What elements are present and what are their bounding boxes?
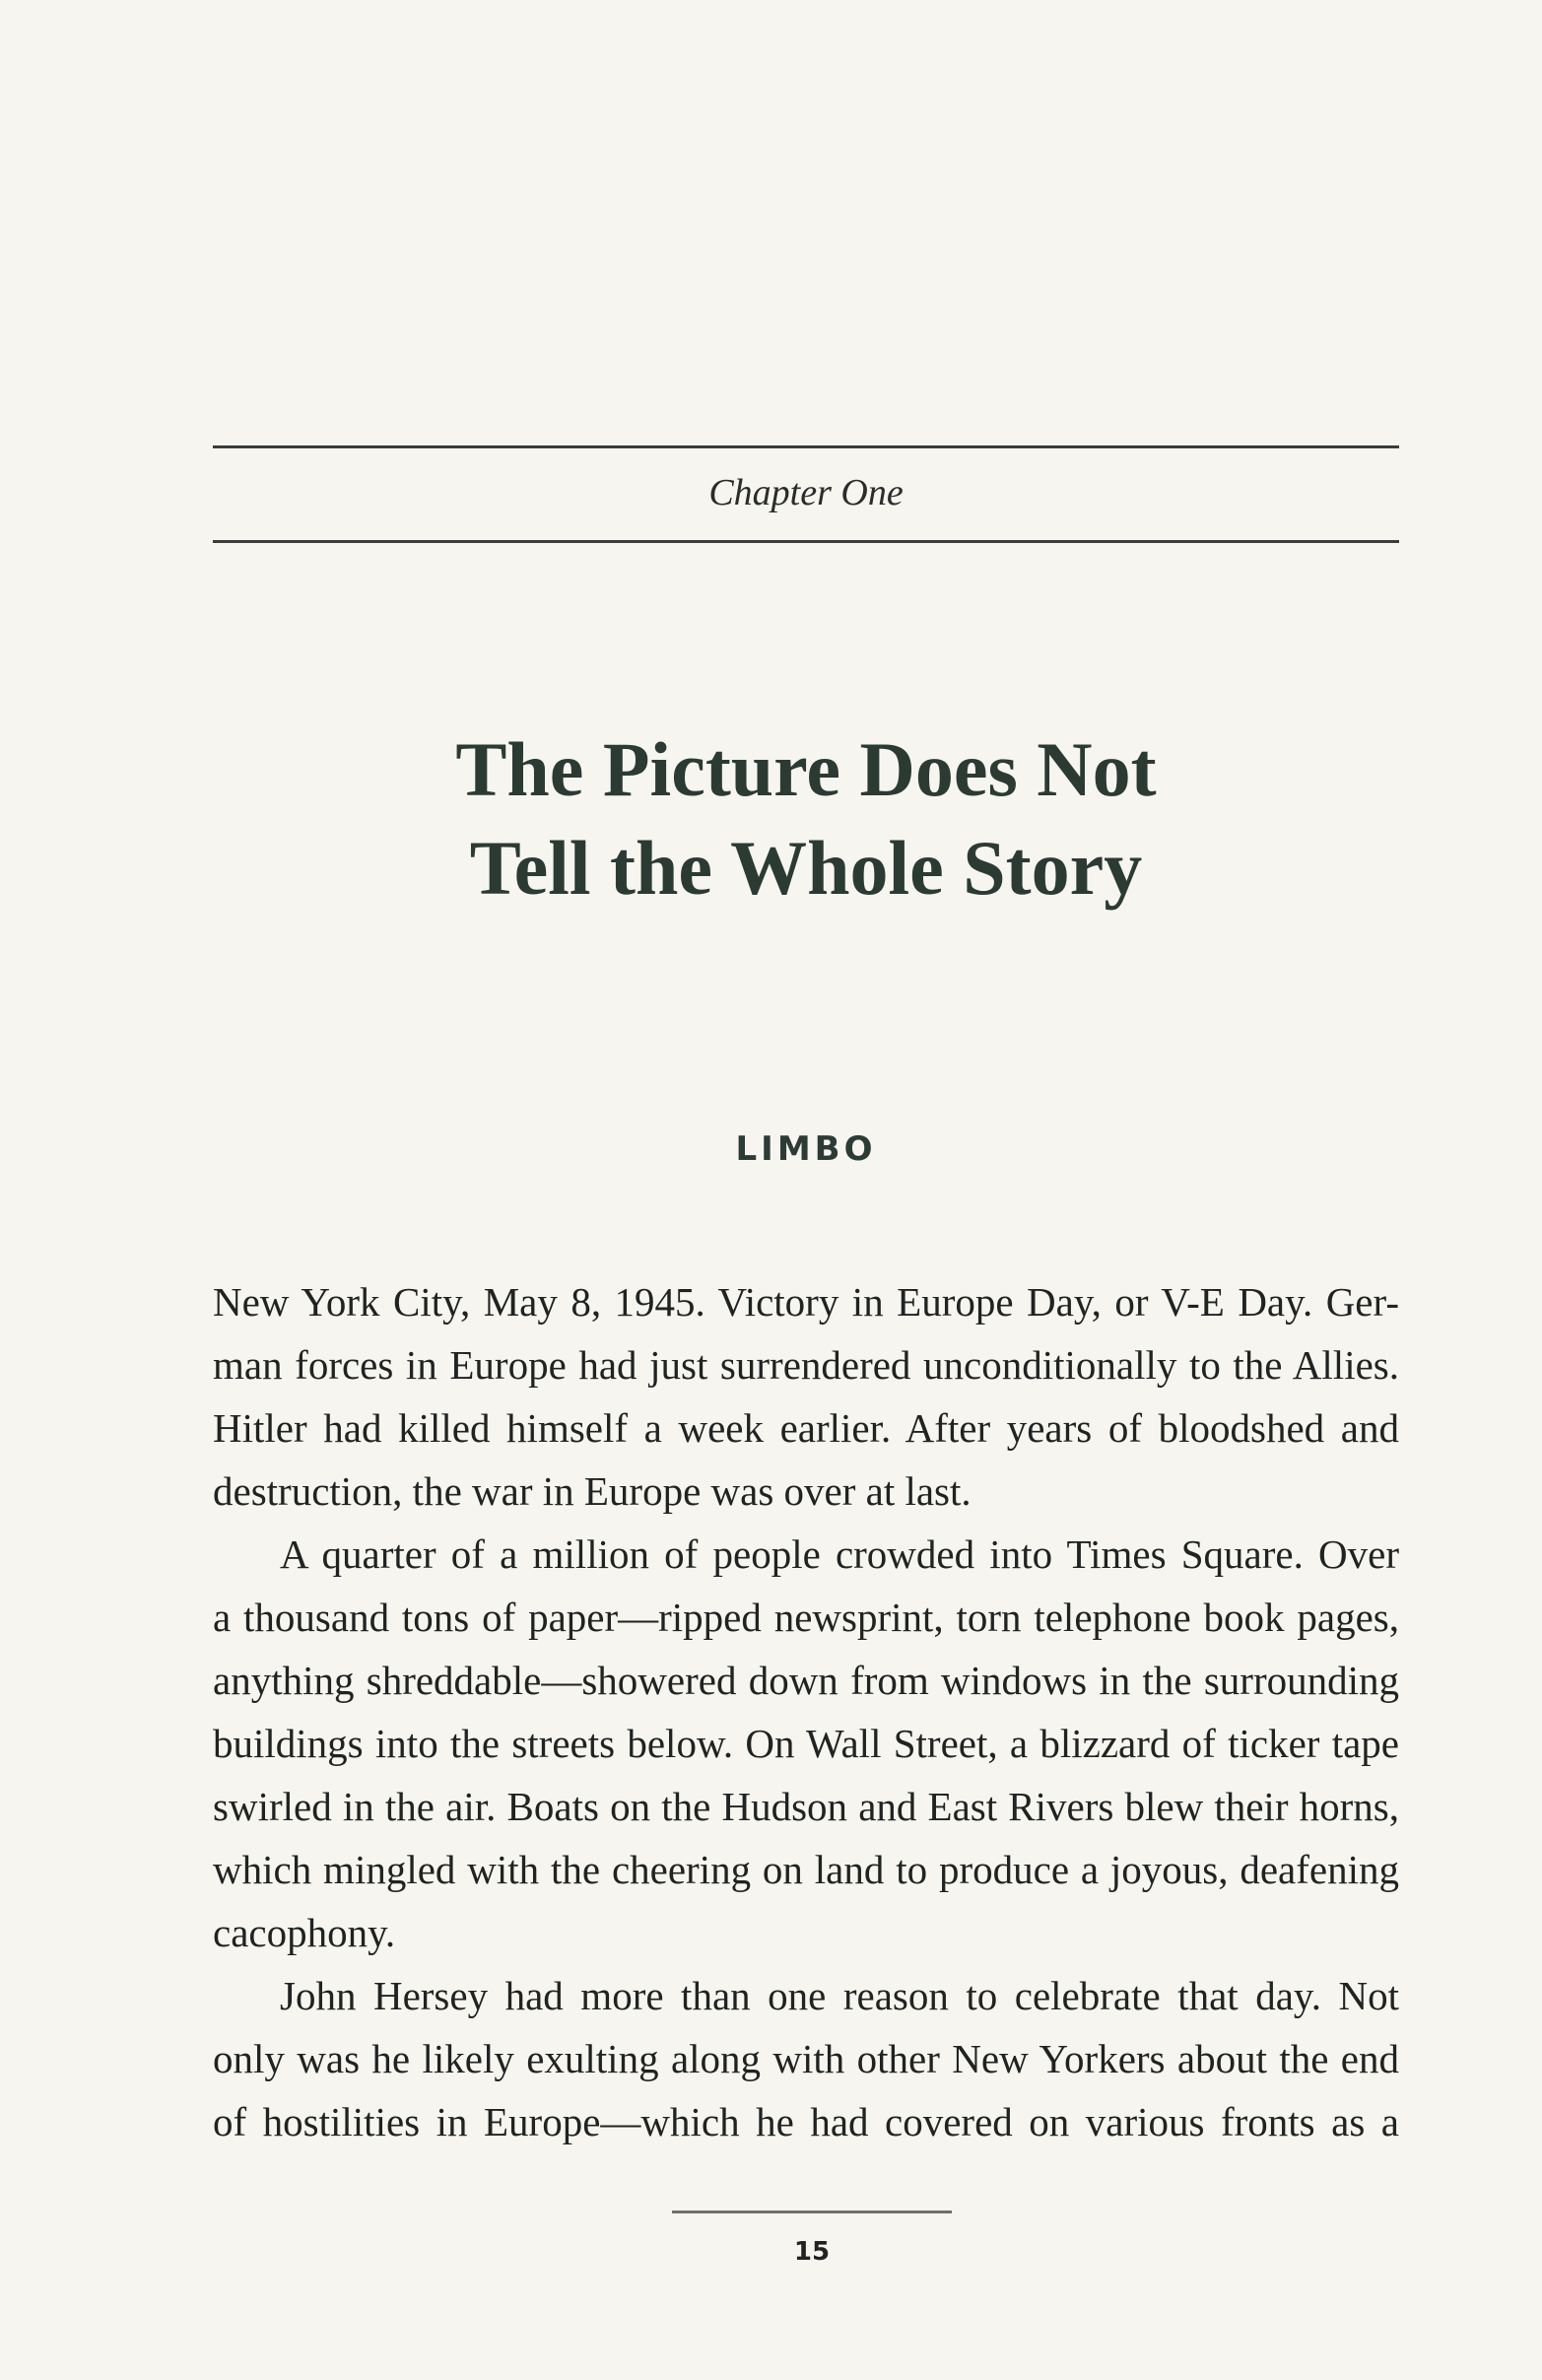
- page-number: 15: [793, 2237, 831, 2267]
- chapter-label: Chapter One: [708, 472, 904, 513]
- text-line: a thousand tons of paper—ripped newsprint, torn telephone book pages,: [213, 1595, 1399, 1640]
- text-line: of hostilities in Europe—which he had covered on various fronts as a: [213, 2099, 1399, 2144]
- text-line: which mingled with the cheering on land to produce a joyous, deafening: [213, 1847, 1399, 1892]
- text-line: swirled in the air. Boats on the Hudson and East Rivers blew their horns,: [213, 1784, 1399, 1829]
- top-rule: [213, 445, 1399, 448]
- text-line: New York City, May 8, 1945. Victory in Europe Day, or V-E Day. Ger-: [213, 1279, 1399, 1325]
- text-line: only was he likely exulting along with other New Yorkers about the end: [213, 2036, 1399, 2081]
- chapter-title-line-1: The Picture Does Not: [455, 726, 1157, 812]
- section-heading: LIMBO: [735, 1129, 877, 1169]
- text-line: A quarter of a million of people crowded into Times Square. Over: [280, 1531, 1399, 1577]
- chapter-bottom-rule: [213, 540, 1399, 543]
- text-line: anything shreddable—showered down from windows in the surrounding: [213, 1658, 1399, 1703]
- text-line: John Hersey had more than one reason to celebrate that day. Not: [280, 1973, 1399, 2018]
- text-line: destruction, the war in Europe was over at last.: [213, 1468, 972, 1514]
- chapter-title-line-2: Tell the Whole Story: [469, 825, 1143, 911]
- text-line: Hitler had killed himself a week earlier. After years of bloodshed and: [213, 1405, 1399, 1451]
- text-line: cacophony.: [213, 1910, 396, 1955]
- text-line: buildings into the streets below. On Wall Street, a blizzard of ticker tape: [213, 1721, 1399, 1766]
- text-line: man forces in Europe had just surrendered unconditionally to the Allies.: [213, 1342, 1399, 1388]
- footer-rule: [672, 2210, 952, 2213]
- body-text: [213, 1270, 1399, 2153]
